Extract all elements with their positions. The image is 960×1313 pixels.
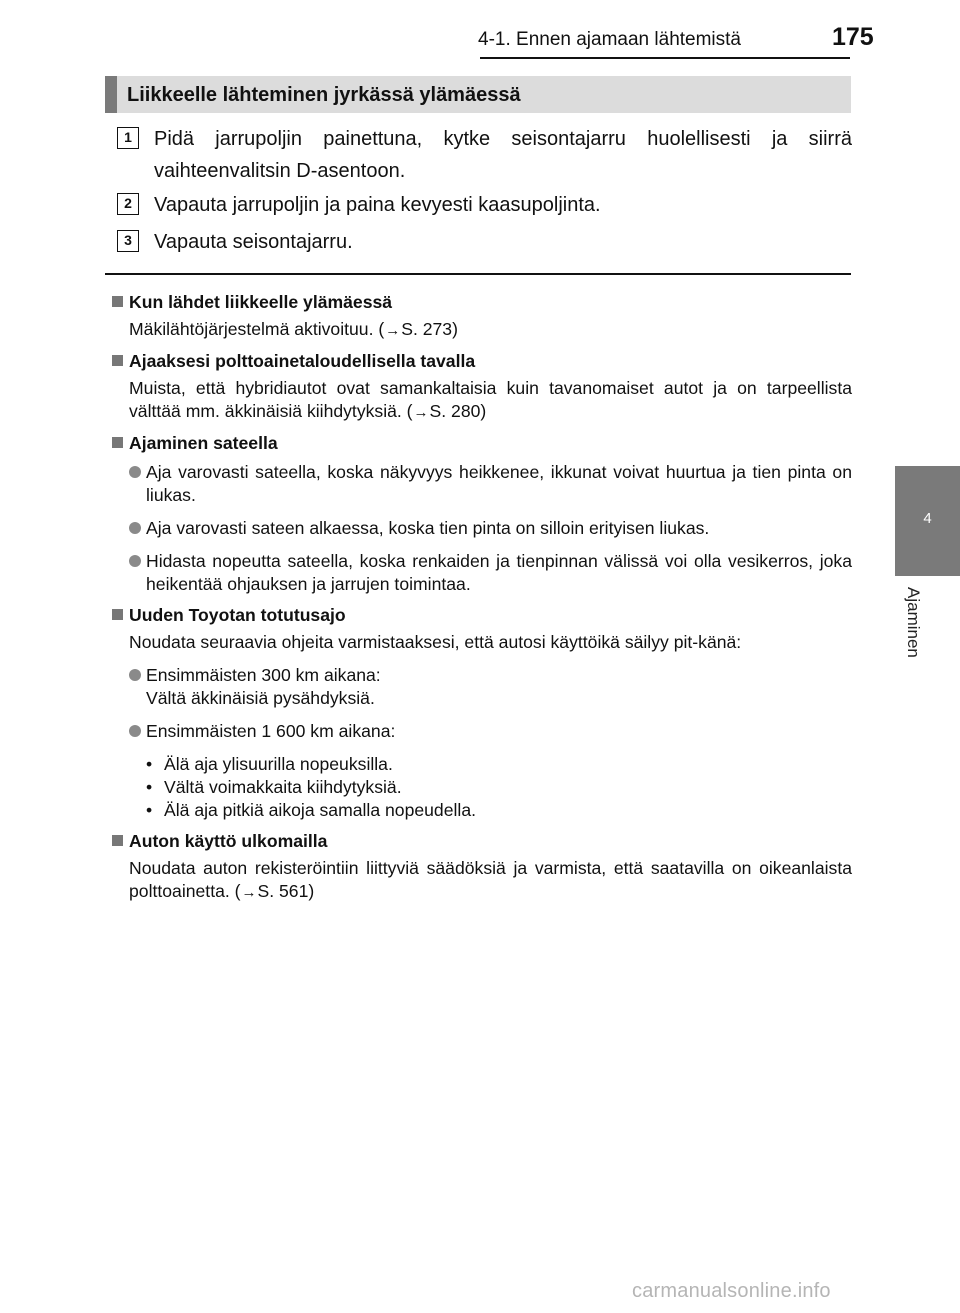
bullet-dot-icon	[129, 466, 141, 478]
sub-list	[112, 753, 852, 822]
note-text-part: Muista, että hybridiautot ovat samankaltaisia kuin tavanomaiset autot ja on tarpeellista välttää mm. äkkinäisiä kiihdytyksiä. (	[129, 378, 852, 421]
page-header	[0, 0, 960, 60]
page-number: 175	[832, 23, 874, 51]
list-item-line: Vältä äkkinäisiä pysähdyksiä.	[146, 688, 375, 708]
list-item	[129, 664, 852, 710]
sub-list-item-text: Vältä voimakkaita kiihdytyksiä.	[164, 777, 402, 797]
chapter-number: 4	[923, 510, 932, 527]
step-text: Pidä jarrupoljin painettuna, kytke seisontajarru huolellisesti ja siirrä vaihteenvalitsin D-asentoon.	[154, 128, 852, 182]
bullet-dot-icon	[129, 555, 141, 567]
page-reference[interactable]: S. 561)	[257, 881, 315, 901]
notes-section	[112, 285, 852, 904]
sub-list-item	[146, 776, 852, 799]
sub-list-item	[146, 799, 852, 822]
note-heading: Uuden Toyotan totutusajo	[112, 604, 852, 627]
note-text	[129, 857, 852, 904]
list-item-text: Hidasta nopeutta sateella, koska renkaiden ja tienpinnan välissä voi olla vesikerros, joka heikentää ohjauksen ja jarrujen toimintaa.	[146, 551, 852, 594]
list-item-line: Ensimmäisten 300 km aikana:	[146, 665, 381, 685]
watermark: carmanualsonline.info	[632, 1280, 831, 1302]
arrow-right-icon: →	[385, 322, 401, 339]
list-item	[129, 720, 852, 743]
small-bullet-icon: •	[146, 777, 153, 797]
step-text: Vapauta seisontajarru.	[154, 231, 353, 253]
note-heading: Ajaaksesi polttoainetaloudellisella tavalla	[112, 350, 852, 373]
note-heading: Auton käyttö ulkomailla	[112, 830, 852, 853]
note-heading: Ajaminen sateella	[112, 432, 852, 455]
bullet-dot-icon	[129, 725, 141, 737]
list-item-text: Aja varovasti sateen alkaessa, koska tien pinta on silloin erityisen liukas.	[146, 518, 710, 538]
step-1	[117, 123, 852, 187]
section-divider	[105, 273, 851, 275]
list-item	[129, 550, 852, 596]
note-text	[129, 318, 852, 342]
step-2	[117, 189, 852, 221]
arrow-right-icon: →	[413, 404, 429, 421]
title-bar-accent	[105, 76, 117, 113]
sub-list-item-text: Älä aja ylisuurilla nopeuksilla.	[164, 754, 393, 774]
note-text-part: Mäkilähtöjärjestelmä aktivoituu. (	[129, 319, 385, 339]
section-title: Liikkeelle lähteminen jyrkässä ylämäessä	[127, 84, 521, 106]
small-bullet-icon: •	[146, 800, 153, 820]
step-3	[117, 226, 852, 258]
chapter-label: Ajaminen	[904, 587, 923, 658]
header-rule	[480, 57, 850, 59]
list-item	[129, 461, 852, 507]
note-heading: Kun lähdet liikkeelle ylämäessä	[112, 291, 852, 314]
bullet-dot-icon	[129, 669, 141, 681]
step-number-badge: 2	[117, 193, 139, 215]
chapter-tab	[895, 466, 960, 576]
page-reference[interactable]: S. 280)	[429, 401, 487, 421]
arrow-right-icon: →	[241, 884, 257, 901]
sub-list-item-text: Älä aja pitkiä aikoja samalla nopeudella.	[164, 800, 476, 820]
list-item-text: Ensimmäisten 1 600 km aikana:	[146, 721, 396, 741]
bullet-dot-icon	[129, 522, 141, 534]
page-reference[interactable]: S. 273)	[401, 319, 458, 339]
step-text: Vapauta jarrupoljin ja paina kevyesti kaasupoljinta.	[154, 194, 601, 216]
sub-list-item	[146, 753, 852, 776]
note-text: Noudata seuraavia ohjeita varmistaaksesi, että autosi käyttöikä säilyy pit-känä:	[129, 632, 742, 652]
chapter-label-container	[893, 587, 929, 687]
list-item-text: Aja varovasti sateella, koska näkyvyys heikkenee, ikkunat voivat huurtua ja tien pinta on liukas.	[146, 462, 852, 505]
note-text-part: Noudata auton rekisteröintiin liittyviä säädöksiä ja varmista, että saatavilla on oikeanlaista polttoainetta. (	[129, 858, 852, 901]
step-number-badge: 1	[117, 127, 139, 149]
small-bullet-icon: •	[146, 754, 153, 774]
section-label: 4-1. Ennen ajamaan lähtemistä	[478, 29, 741, 50]
step-number-badge: 3	[117, 230, 139, 252]
section-title-bar	[105, 76, 851, 113]
list-item	[129, 517, 852, 540]
note-text	[129, 377, 852, 424]
